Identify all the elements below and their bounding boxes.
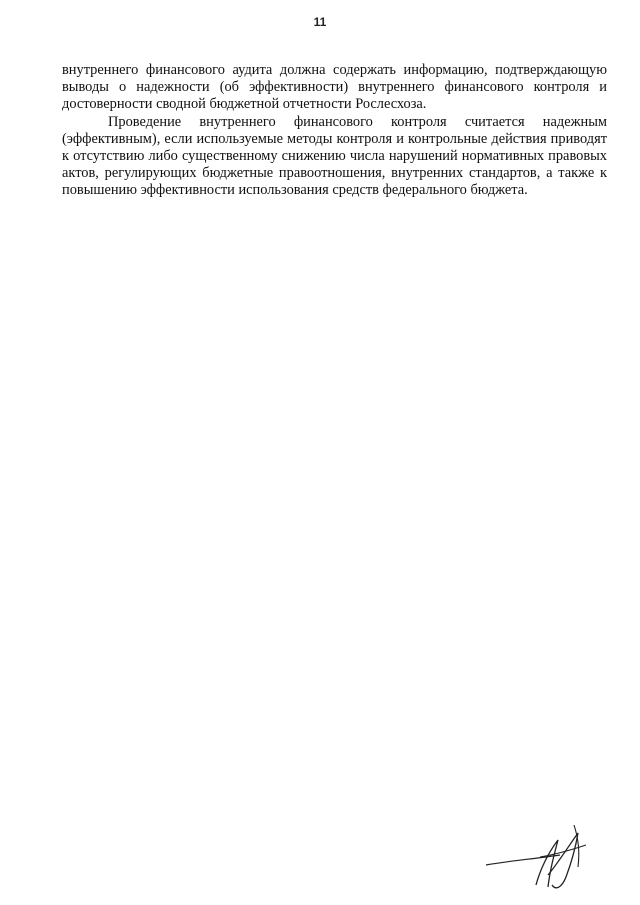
handwritten-signature bbox=[478, 815, 608, 895]
document-body bbox=[62, 62, 607, 200]
paragraph-control-reliability: Проведение внутреннего финансового контроля считается надежным (эффективным), если используемые методы контроля и контрольные действия приводят к отсутствию либо существенному снижению числа нарушений нормативных правовых актов, регулирующих бюджетные правоотношения, внутренних стандартов, а также к повышению эффективности использования средств федерального бюджета. bbox=[62, 113, 607, 199]
page-number: 11 bbox=[313, 15, 327, 29]
paragraph-audit-conclusion: внутреннего финансового аудита должна содержать информацию, подтверждающую выводы о надежности (об эффективности) внутреннего финансового контроля и достоверности сводной бюджетной отчетности Рослесхоза. bbox=[62, 62, 607, 113]
